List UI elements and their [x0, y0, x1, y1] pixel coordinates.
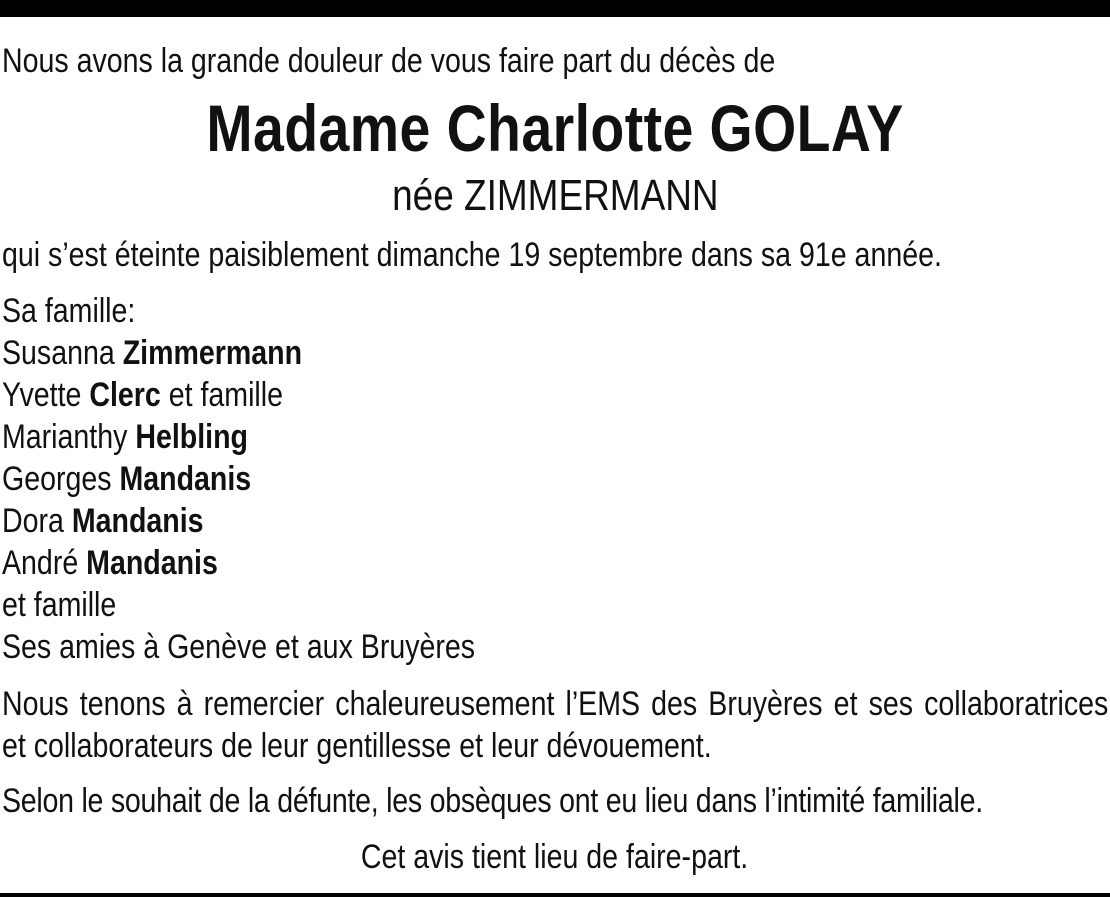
family-member — [2, 500, 204, 542]
surname: Mandanis — [119, 460, 252, 498]
thanks-text: Nous tenons à remercier chaleureusement l’EMS des Bruyères et ses collaboratrices et collaborateurs de leur gentillesse et leur dévouement. — [2, 685, 1109, 765]
first-name: Marianthy — [2, 418, 128, 456]
surname: Zimmermann — [122, 334, 303, 372]
surname: Helbling — [135, 418, 248, 456]
family-member — [2, 416, 248, 458]
funeral-wish-text: Selon le souhait de la défunte, les obsèques ont eu lieu dans l’intimité familiale. — [2, 782, 983, 820]
intro-text: Nous avons la grande douleur de vous faire part du décès de — [2, 42, 776, 80]
first-name: André — [2, 544, 79, 582]
family-extra-line: et famille — [2, 586, 117, 624]
surname: Mandanis — [86, 544, 218, 582]
maiden-name: née ZIMMERMANN — [391, 171, 719, 220]
family-suffix: et famille — [168, 376, 284, 414]
family-member — [2, 374, 283, 416]
first-name: Susanna — [2, 334, 115, 372]
closing-block — [0, 836, 1110, 878]
surname: Clerc — [89, 376, 161, 414]
thanks-paragraph — [2, 683, 1108, 767]
family-member — [2, 458, 251, 500]
surname: Mandanis — [71, 502, 204, 540]
passing-text: qui s’est éteinte paisiblement dimanche 19 septembre dans sa 91e année. — [2, 236, 942, 274]
bottom-rule — [0, 893, 1110, 897]
family-member — [2, 542, 218, 584]
family-member — [2, 332, 302, 374]
name-block — [0, 88, 1110, 168]
first-name: Dora — [2, 502, 64, 540]
first-name: Georges — [2, 460, 112, 498]
maiden-block — [0, 170, 1110, 222]
friends-line: Ses amies à Genève et aux Bruyères — [2, 628, 476, 666]
first-name: Yvette — [2, 376, 82, 414]
top-rule — [0, 0, 1110, 17]
deceased-name: Madame Charlotte GOLAY — [206, 91, 904, 165]
closing-text: Cet avis tient lieu de faire-part. — [361, 838, 749, 876]
family-label: Sa famille: — [2, 292, 136, 330]
